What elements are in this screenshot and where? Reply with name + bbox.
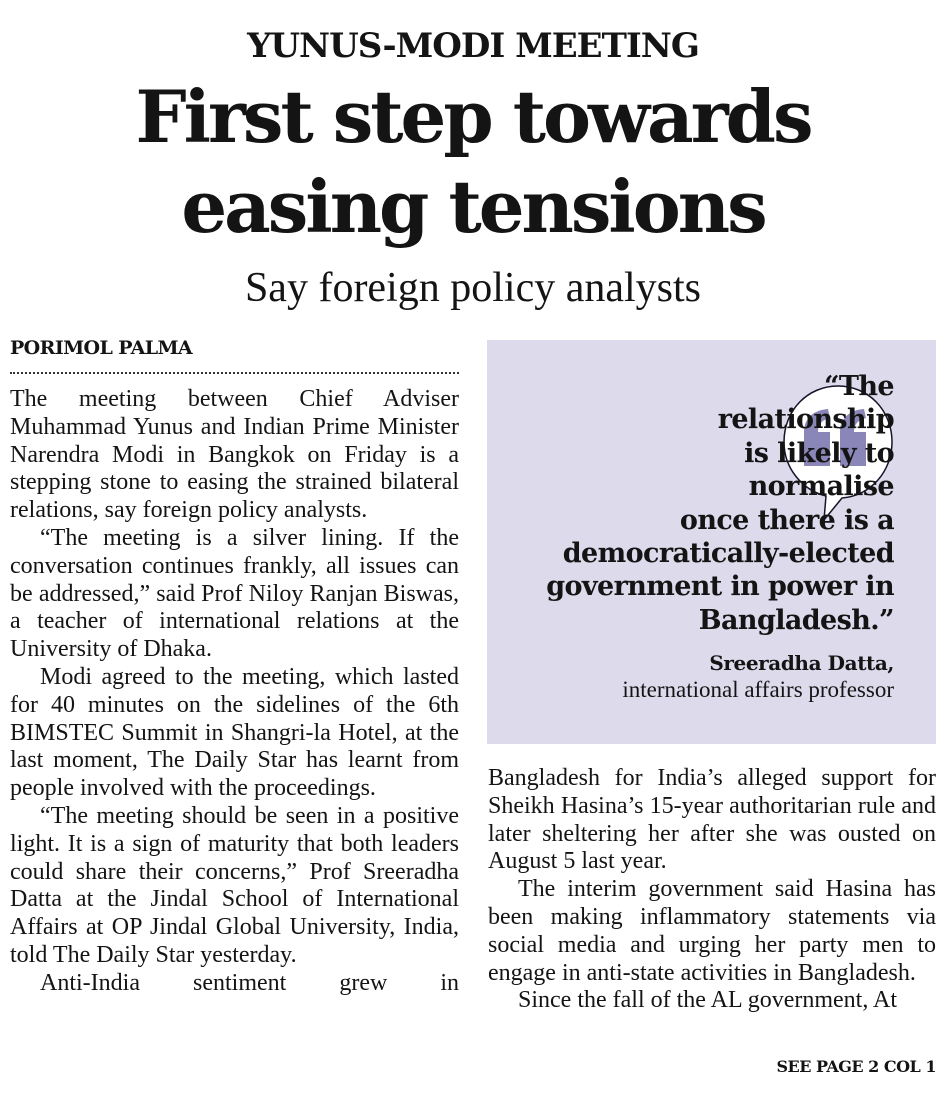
byline: PORIMOL PALMA <box>10 337 193 359</box>
headline-line-1: First step towards <box>135 74 811 159</box>
subheadline: Say foreign policy analysts <box>244 265 702 311</box>
paragraph: The interim government said Hasina has been making inflammatory statements via social media and urging her party men to engage in anti-state activities in Bangladesh. <box>488 876 936 986</box>
article-column-left <box>10 386 459 998</box>
pull-quote-line: normalise <box>748 471 894 503</box>
pull-quote <box>514 370 894 637</box>
continued-on-page-link[interactable]: SEE PAGE 2 COL 1 <box>776 1057 936 1076</box>
pull-quote-line: Bangladesh.” <box>698 604 894 636</box>
quote-attribution-title: international affairs professor <box>622 677 894 702</box>
headline-line-2: easing tensions <box>181 164 765 249</box>
pull-quote-line: once there is a <box>679 504 894 536</box>
pull-quote-line: “The <box>823 371 894 402</box>
paragraph: “The meeting should be seen in a positive light. It is a sign of maturity that both leaders could share their concerns,” Prof Sreeradha Datta at the Jindal School of International Affairs at OP Jindal Global University, India, told The Daily Star yesterday. <box>10 802 459 968</box>
paragraph: Modi agreed to the meeting, which lasted for 40 minutes on the sidelines of the 6th BIMSTEC Summit in Shangri-la Hotel, at the last moment, The Daily Star has learnt from people involved with the proceedings. <box>10 663 459 802</box>
paragraph: “The meeting is a silver lining. If the conversation continues frankly, all issues can be addressed,” said Prof Niloy Ranjan Biswas, a teacher of international relations at the University of Dhaka. <box>10 524 459 663</box>
kicker: YUNUS-MODI MEETING <box>247 26 699 66</box>
quote-attribution-name: Sreeradha Datta, <box>709 651 894 675</box>
paragraph: Bangladesh for India’s alleged support for Sheikh Hasina’s 15-year authoritarian rule and later sheltering her after she was ousted on August 5 last year. <box>488 765 936 875</box>
article-column-right <box>488 765 936 1015</box>
paragraph: The meeting between Chief Adviser Muhammad Yunus and Indian Prime Minister Narendra Modi in Bangkok on Friday is a stepping stone to easing the strained bilateral relations, say foreign policy analysts. <box>10 386 459 524</box>
pull-quote-line: democratically-elected <box>562 538 894 570</box>
paragraph: Since the fall of the AL government, At <box>518 987 898 1014</box>
pull-quote-line: government in power in <box>546 571 894 603</box>
dotted-divider <box>10 372 459 374</box>
pull-quote-box <box>487 340 936 744</box>
pull-quote-line: relationship <box>717 404 894 436</box>
headline <box>0 72 946 252</box>
pull-quote-line: is likely to <box>744 437 894 469</box>
paragraph: Anti-India sentiment grew in <box>40 969 459 996</box>
